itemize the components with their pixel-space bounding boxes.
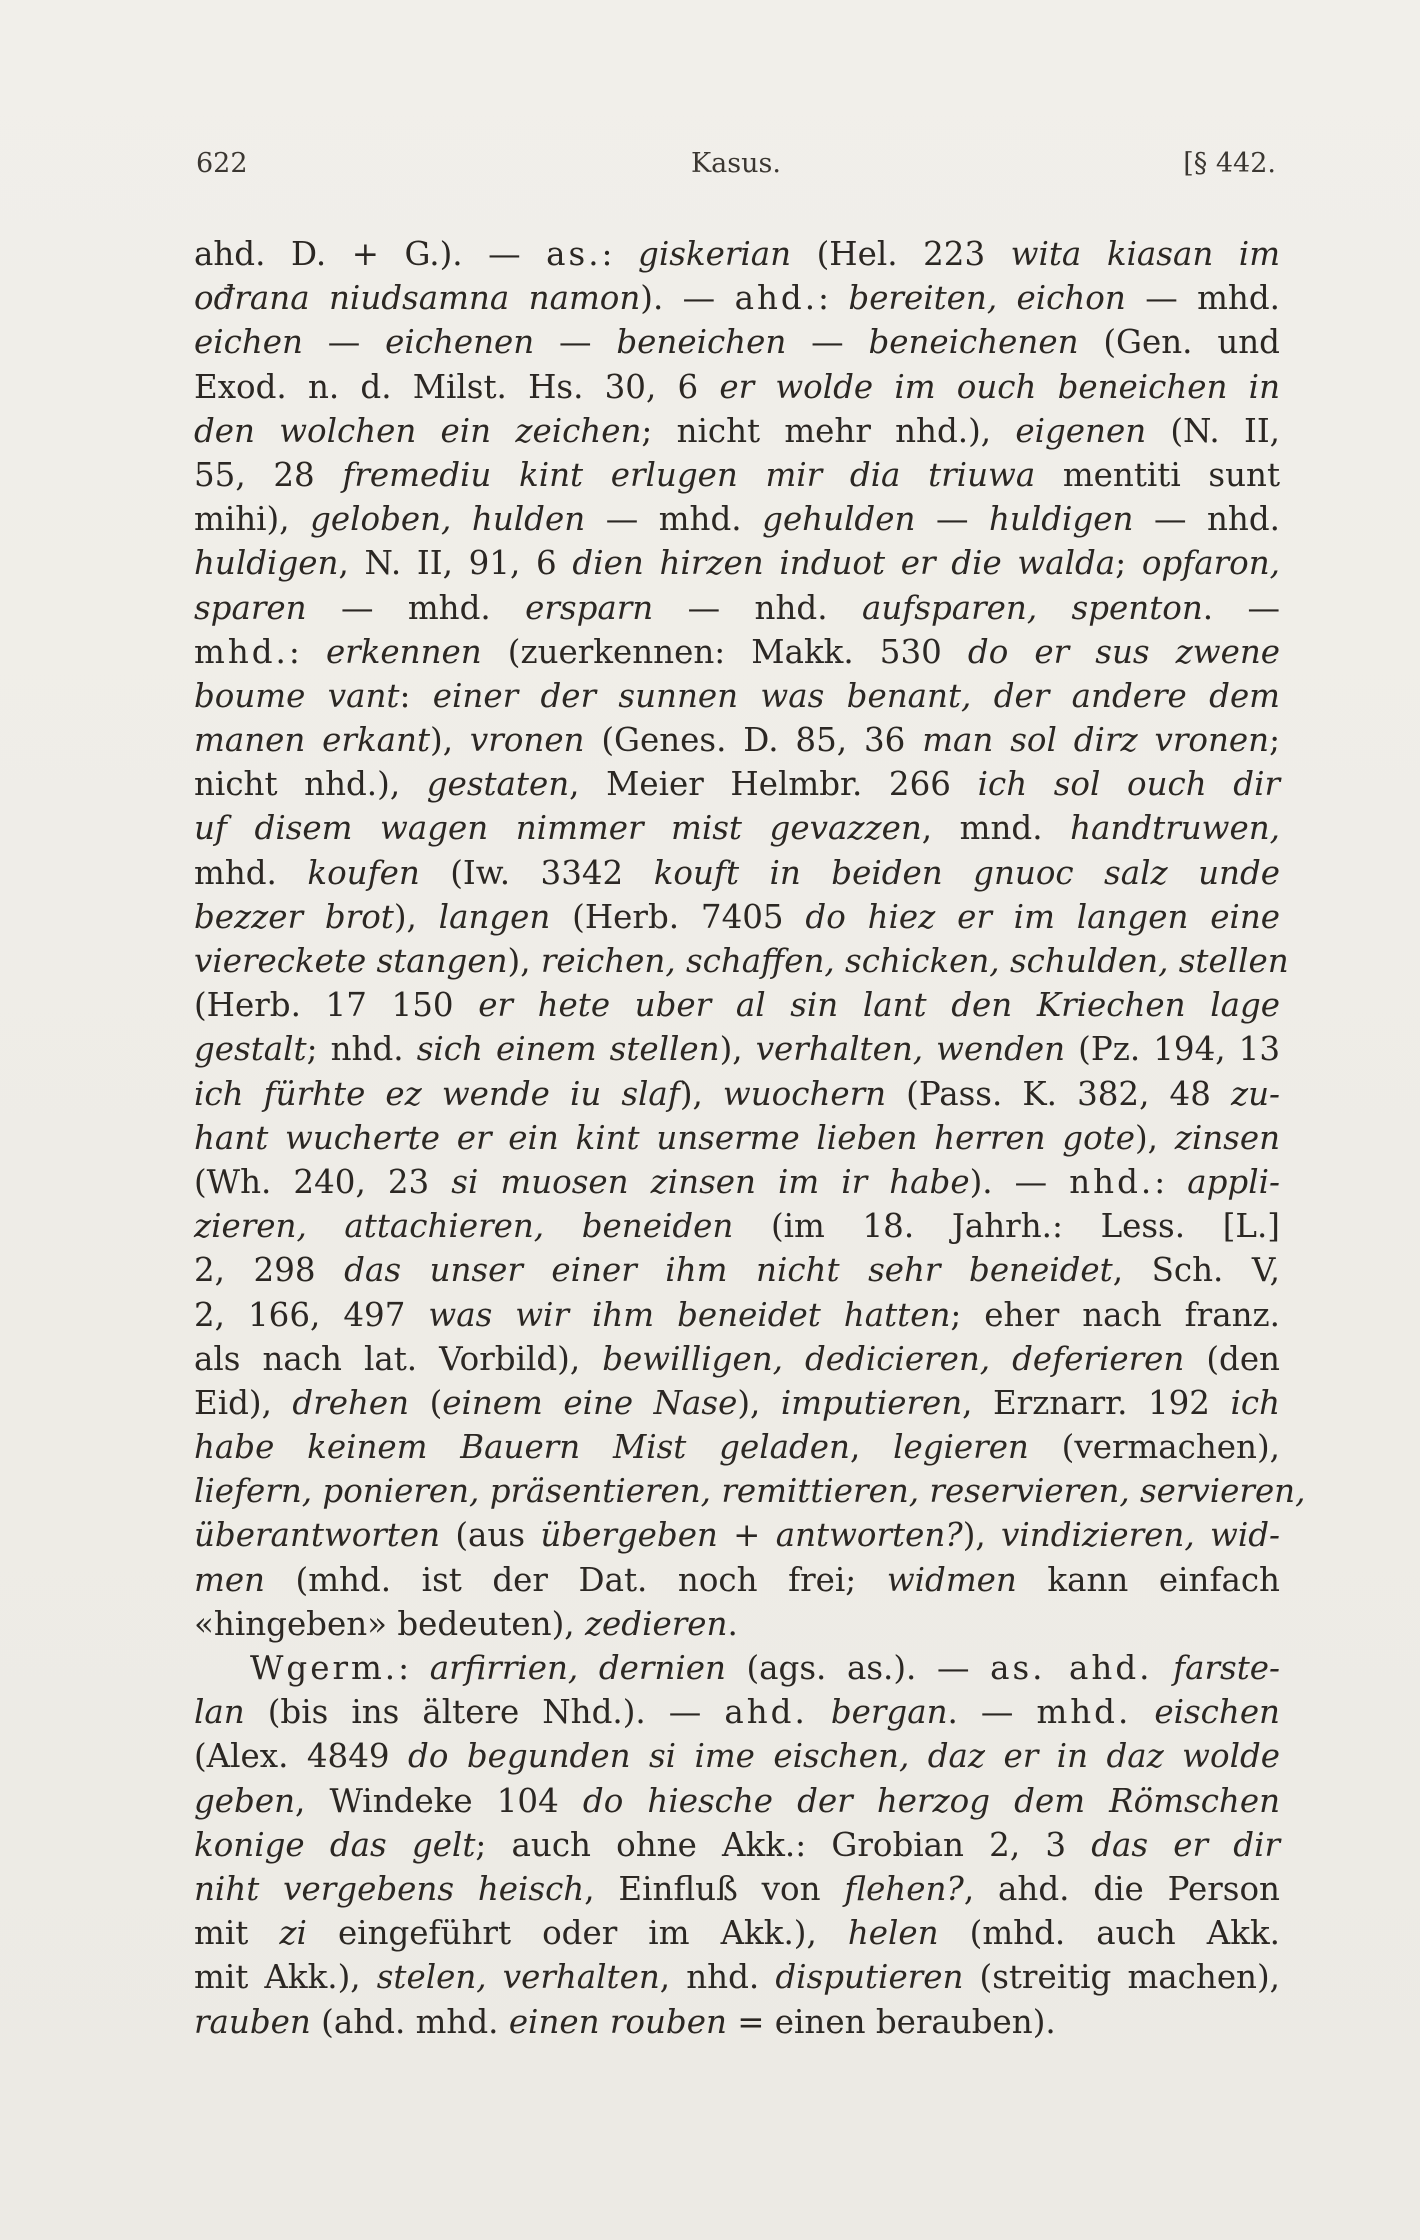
- page-number: 622: [196, 148, 248, 179]
- text-segment: ),: [737, 1383, 781, 1422]
- text-segment: :: [288, 632, 326, 671]
- text-segment: niht vergebens heisch: [194, 1869, 585, 1908]
- body-text: [194, 232, 1306, 2044]
- text-segment: uf disem wagen nimmer mist gevazzen: [194, 809, 922, 848]
- text-segment: was wir ihm beneidet hatten: [428, 1295, 951, 1334]
- text-segment: geloben, hulden: [310, 500, 586, 539]
- text-segment: sparen: [194, 588, 307, 627]
- text-segment: das unser einer ihm nicht sehr beneidet: [344, 1251, 1113, 1290]
- text-segment: ),: [393, 897, 439, 936]
- text-segment: helen: [847, 1914, 939, 1953]
- text-segment: , nhd.: [659, 1958, 776, 1997]
- text-segment: lan: [194, 1693, 245, 1732]
- text-segment: kann einfach: [1016, 1560, 1280, 1599]
- text-segment: als nach lat. Vorbild),: [194, 1339, 603, 1378]
- text-line: [194, 1911, 1280, 1955]
- text-segment: ahd. D. + G.). —: [194, 235, 547, 273]
- text-segment: mihi),: [194, 500, 311, 539]
- text-line: [194, 1513, 1280, 1557]
- text-line: [194, 1823, 1280, 1867]
- text-segment: rauben: [194, 2002, 311, 2041]
- text-segment: ; nicht mehr nhd.),: [641, 411, 1016, 450]
- text-segment: manen erkant: [194, 721, 431, 760]
- text-segment: huldigen: [988, 500, 1134, 539]
- text-segment: vronen: [469, 721, 585, 760]
- text-segment: ,: [849, 1428, 894, 1467]
- text-segment: :: [1154, 1162, 1188, 1201]
- text-segment: , Windeke 104: [295, 1781, 583, 1820]
- text-segment: zedieren: [584, 1604, 728, 1643]
- text-segment: do begunden si ime eischen, daz er in daz wolde: [408, 1737, 1280, 1776]
- text-line: [194, 1867, 1280, 1911]
- text-segment: 2, 166, 497: [194, 1295, 429, 1334]
- text-segment: ). —: [969, 1162, 1070, 1201]
- text-segment: ; nhd.: [306, 1030, 417, 1069]
- text-segment: huldigen: [194, 544, 339, 583]
- text-segment: = einen berauben).: [726, 2002, 1056, 2041]
- text-segment: gestaten: [426, 765, 570, 804]
- text-segment: vindizieren, wid-: [1001, 1516, 1280, 1555]
- text-line: [194, 1425, 1280, 1469]
- text-segment: er hete uber al sin lant den Kriechen lage: [478, 986, 1281, 1025]
- text-segment: (aus: [440, 1516, 541, 1555]
- text-segment: beneichenen: [868, 323, 1079, 362]
- text-segment: antworten?: [775, 1516, 963, 1555]
- text-segment: habe keinem Bauern Mist geladen: [194, 1428, 850, 1467]
- text-segment: Exod. n. d. Milst. Hs. 30, 6: [194, 367, 720, 406]
- text-line: [194, 1160, 1280, 1204]
- text-segment: (mhd. auch Akk.: [938, 1914, 1280, 1953]
- text-line: [194, 1116, 1280, 1160]
- text-segment: ahd.: [724, 1693, 808, 1732]
- text-segment: ),: [679, 1074, 723, 1113]
- text-segment: ich: [1230, 1383, 1280, 1422]
- text-segment: opfaron,: [1141, 544, 1281, 583]
- text-segment: ). —: [640, 279, 735, 318]
- text-segment: ),: [507, 942, 541, 980]
- text-segment: einem eine Nase: [442, 1383, 738, 1422]
- text-segment: ersparn: [525, 588, 654, 627]
- running-title: Kasus.: [691, 148, 781, 179]
- text-segment: , ahd. die Person: [963, 1869, 1280, 1908]
- text-segment: [808, 1693, 831, 1731]
- text-segment: drehen: [292, 1383, 410, 1422]
- text-segment: geben: [194, 1781, 296, 1820]
- text-segment: ; auch ohne Akk.: Grobian 2, 3: [475, 1825, 1092, 1864]
- text-segment: (Pass. K. 382, 48: [886, 1074, 1231, 1113]
- text-line: [194, 1337, 1280, 1381]
- text-segment: eingeführt oder im Akk.),: [306, 1914, 848, 1953]
- text-segment: nhd.: [1069, 1162, 1155, 1201]
- text-segment: (ahd. mhd.: [310, 2002, 509, 2041]
- text-segment: (ags. as.). —: [725, 1649, 991, 1687]
- text-line: [194, 1602, 1280, 1646]
- text-segment: Eid),: [194, 1383, 293, 1422]
- text-line: [194, 939, 1289, 983]
- text-segment: (Pz. 194, 13: [1065, 1030, 1281, 1069]
- text-segment: [1153, 1649, 1174, 1687]
- text-segment: verhalten, wenden: [755, 1030, 1066, 1069]
- text-segment: ;: [1269, 721, 1281, 760]
- text-segment: man sol dirz vronen: [922, 721, 1270, 760]
- text-segment: dien hirzen induot er die walda: [572, 544, 1116, 583]
- text-segment: zi: [279, 1914, 307, 1953]
- text-line: [194, 2000, 1280, 2044]
- text-segment: bergan: [830, 1693, 948, 1732]
- text-line: [194, 1072, 1280, 1116]
- text-segment: eigenen: [1015, 411, 1147, 450]
- text-segment: —: [302, 323, 386, 362]
- text-segment: (mhd. ist der Dat. noch frei;: [264, 1560, 887, 1599]
- text-segment: men: [194, 1560, 265, 1599]
- text-line: [194, 541, 1280, 585]
- text-segment: :: [398, 1649, 430, 1687]
- text-segment: aufsparen, spenton: [861, 588, 1203, 627]
- text-segment: arfirrien, dernien: [429, 1649, 726, 1687]
- text-segment: den wolchen ein zeichen: [194, 411, 642, 450]
- text-segment: farste-: [1173, 1649, 1281, 1687]
- text-segment: ahd.: [734, 279, 819, 318]
- text-segment: ),: [962, 1516, 1002, 1555]
- text-segment: si muosen zinsen im ir habe: [451, 1162, 970, 1201]
- text-line: [194, 1381, 1280, 1425]
- text-segment: sich einem stellen: [416, 1030, 720, 1069]
- text-segment: (Alex. 4849: [194, 1737, 409, 1776]
- text-segment: zieren, attachieren, beneiden: [194, 1207, 734, 1246]
- text-line: [194, 586, 1280, 630]
- text-segment: , Meier Helmbr. 266: [569, 765, 978, 804]
- text-segment: eichen: [194, 323, 303, 362]
- text-segment: do hiesche der herzog dem Römschen: [582, 1781, 1280, 1820]
- text-segment: (bis ins ältere Nhd.). —: [244, 1693, 725, 1732]
- text-segment: 55, 28: [194, 455, 343, 494]
- text-segment: konige das gelt: [194, 1825, 476, 1864]
- text-segment: wuochern: [722, 1074, 887, 1113]
- text-segment: +: [717, 1516, 776, 1555]
- text-segment: (Hel. 223: [791, 235, 1011, 273]
- text-segment: erkennen: [325, 632, 482, 671]
- text-segment: handtruwen,: [1070, 809, 1280, 848]
- text-segment: (den: [1184, 1339, 1280, 1378]
- text-segment: —: [915, 500, 989, 539]
- text-line: [194, 1779, 1280, 1823]
- text-segment: eichenen: [385, 323, 535, 362]
- text-segment: mit Akk.),: [194, 1958, 377, 1997]
- text-segment: (Herb. 17 150: [194, 986, 479, 1025]
- section-number: [§ 442.: [1183, 148, 1276, 179]
- text-line: [194, 983, 1280, 1027]
- text-segment: as.: [546, 235, 602, 273]
- text-line: [194, 1734, 1280, 1778]
- text-segment: — mhd.: [585, 500, 763, 539]
- text-segment: zinsen: [1174, 1118, 1280, 1157]
- text-line: [194, 762, 1280, 806]
- text-segment: ;: [1115, 544, 1142, 583]
- text-segment: (Iw. 3342: [419, 853, 654, 892]
- text-segment: legieren: [893, 1428, 1029, 1467]
- text-segment: wita kiasan im: [1010, 235, 1281, 273]
- running-header: [196, 148, 1276, 188]
- text-segment: —: [786, 323, 869, 362]
- text-line: [194, 674, 1280, 718]
- text-segment: mit: [194, 1914, 280, 1953]
- text-segment: (streitig machen),: [963, 1958, 1280, 1997]
- text-line: [194, 1646, 1280, 1690]
- text-segment: gehulden: [762, 500, 916, 539]
- text-line: [194, 276, 1280, 320]
- text-segment: ; eher nach franz.: [950, 1295, 1280, 1334]
- text-segment: .: [727, 1604, 738, 1643]
- text-segment: , mnd.: [921, 809, 1071, 848]
- text-segment: [1131, 1693, 1154, 1731]
- text-segment: giskerian: [638, 235, 792, 273]
- text-segment: , Einfluß von: [584, 1869, 845, 1908]
- text-segment: er wolde im ouch beneichen in: [719, 367, 1280, 406]
- text-segment: :: [818, 279, 849, 318]
- text-segment: überantworten: [194, 1516, 441, 1555]
- text-segment: ),: [430, 721, 470, 760]
- text-segment: imputieren: [780, 1383, 963, 1422]
- text-segment: as. ahd.: [990, 1649, 1153, 1687]
- text-segment: 2, 298: [194, 1251, 345, 1290]
- text-segment: viereckete stangen: [194, 942, 508, 980]
- text-segment: (Genes. D. 85, 36: [584, 721, 923, 760]
- text-segment: (N. II,: [1146, 411, 1280, 450]
- text-segment: ),: [1134, 1118, 1175, 1157]
- text-segment: appli-: [1187, 1162, 1281, 1201]
- text-segment: , Erznarr. 192: [962, 1383, 1231, 1422]
- text-line: [194, 365, 1280, 409]
- text-segment: einen rouben: [508, 2002, 727, 2041]
- text-segment: (im 18. Jahrh.: Less. [L.]: [733, 1207, 1280, 1246]
- text-segment: mhd.: [194, 853, 308, 892]
- text-segment: (Herb. 7405: [550, 897, 806, 936]
- text-segment: mhd.: [1036, 1693, 1132, 1732]
- text-line: [194, 320, 1280, 364]
- text-segment: bereiten, eichon: [848, 279, 1126, 318]
- text-segment: :: [601, 235, 639, 273]
- text-segment: —: [534, 323, 617, 362]
- text-segment: Wgerm.: [250, 1649, 399, 1687]
- text-segment: reichen, schaffen, schicken, schulden, stellen: [540, 942, 1289, 980]
- text-line: [194, 1293, 1280, 1337]
- text-segment: nicht nhd.),: [194, 765, 427, 804]
- text-segment: übergeben: [540, 1516, 718, 1555]
- text-segment: bewilligen, dedicieren, deferieren: [602, 1339, 1185, 1378]
- text-segment: koufen: [307, 853, 420, 892]
- text-segment: einer der sunnen was benant, der andere dem: [432, 676, 1280, 715]
- text-segment: (: [409, 1383, 443, 1422]
- text-line: [194, 497, 1280, 541]
- text-segment: gestalt: [194, 1030, 307, 1069]
- text-segment: fremediu kint erlugen mir dia triuwa: [342, 455, 1036, 494]
- text-segment: — mhd.: [1125, 279, 1280, 318]
- text-segment: , N. II, 91, 6: [338, 544, 573, 583]
- text-segment: liefern, ponieren, präsentieren, remittieren, reservieren, servieren,: [194, 1472, 1306, 1511]
- text-segment: :: [399, 676, 433, 715]
- text-segment: eischen: [1154, 1693, 1280, 1732]
- text-line: [194, 1955, 1280, 1999]
- text-segment: — nhd.: [653, 588, 862, 627]
- text-segment: hant wucherte er ein kint unserme lieben herren gote: [194, 1118, 1135, 1157]
- text-line: [194, 630, 1280, 674]
- text-segment: stelen, verhalten: [376, 1958, 660, 1997]
- text-segment: das er dir: [1091, 1825, 1281, 1864]
- text-line: [194, 851, 1280, 895]
- text-segment: boume vant: [194, 676, 400, 715]
- text-line: [194, 1469, 1306, 1513]
- text-segment: bezzer brot: [194, 897, 394, 936]
- text-line: [194, 806, 1280, 850]
- text-segment: mhd.: [194, 632, 289, 671]
- text-line: [194, 1027, 1280, 1071]
- text-line: [194, 409, 1280, 453]
- text-segment: kouft in beiden gnuoc salz unde: [653, 853, 1281, 892]
- text-line: [194, 232, 1280, 276]
- text-segment: ),: [719, 1030, 756, 1069]
- text-segment: do er sus zwene: [967, 632, 1281, 671]
- text-line: [194, 1204, 1280, 1248]
- text-segment: do hiez er im langen eine: [805, 897, 1280, 936]
- text-line: [194, 453, 1280, 497]
- text-line: [194, 895, 1280, 939]
- text-segment: (Gen. und: [1078, 323, 1280, 362]
- text-segment: zu-: [1230, 1074, 1280, 1113]
- text-segment: — mhd.: [306, 588, 526, 627]
- text-line: [194, 1690, 1280, 1734]
- text-segment: . —: [947, 1693, 1037, 1732]
- text-segment: disputieren: [775, 1958, 964, 1997]
- text-segment: beneichen: [616, 323, 787, 362]
- text-segment: (zuerkennen: Makk. 530: [481, 632, 968, 671]
- text-segment: (Wh. 240, 23: [194, 1162, 452, 1201]
- text-segment: (vermachen),: [1028, 1428, 1280, 1467]
- text-line: [194, 1248, 1280, 1292]
- text-segment: mentiti sunt: [1035, 455, 1281, 494]
- text-line: [194, 1558, 1280, 1602]
- text-segment: , Sch. V,: [1112, 1251, 1281, 1290]
- text-line: [194, 718, 1280, 762]
- text-segment: — nhd.: [1133, 500, 1280, 539]
- text-segment: ich sol ouch dir: [977, 765, 1280, 804]
- text-segment: «hingeben» bedeuten),: [194, 1604, 585, 1643]
- text-segment: widmen: [886, 1560, 1017, 1599]
- text-segment: ođrana niudsamna namon: [194, 279, 641, 318]
- text-segment: . —: [1202, 588, 1280, 627]
- text-segment: langen: [438, 897, 551, 936]
- text-segment: ich fürhte ez wende iu slaf: [194, 1074, 680, 1113]
- text-segment: flehen?: [844, 1869, 964, 1908]
